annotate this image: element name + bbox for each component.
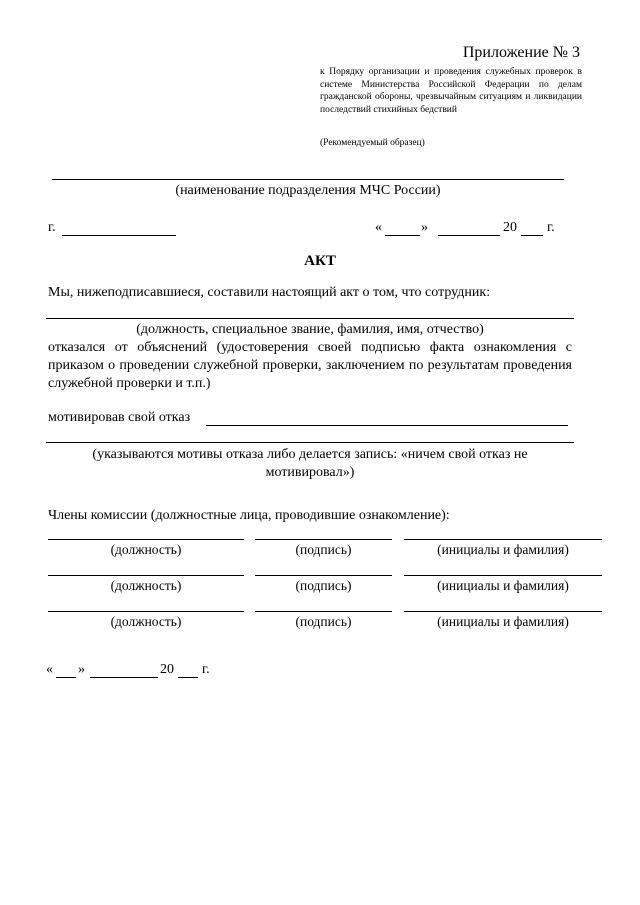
- signature-line-1[interactable]: [255, 539, 392, 540]
- date-month-line[interactable]: [438, 235, 500, 236]
- city-prefix: г.: [48, 220, 56, 235]
- city-line[interactable]: [62, 235, 176, 236]
- appendix-text: к Порядку организации и проведения служебных проверок в системе Министерства Российской Федерации по делам гражданской обороны, чрезвычайным ситуациям и ликвидации последствий стихийных бедствий: [320, 67, 582, 115]
- sample-note: (Рекомендуемый образец): [320, 138, 425, 148]
- motive-line-1[interactable]: [206, 425, 568, 426]
- name-line-3[interactable]: [404, 611, 602, 612]
- name-caption-2: (инициалы и фамилия): [437, 578, 569, 593]
- footer-date-close-quote: »: [78, 662, 85, 677]
- signature-caption-2: (подпись): [295, 578, 352, 593]
- footer-year-prefix: 20: [160, 662, 174, 677]
- name-caption-3: (инициалы и фамилия): [437, 614, 569, 629]
- date-year-line[interactable]: [521, 235, 543, 236]
- date-open-quote: «: [375, 220, 382, 235]
- name-line-1[interactable]: [404, 539, 602, 540]
- footer-month-line[interactable]: [90, 677, 158, 678]
- footer-year-line[interactable]: [178, 677, 198, 678]
- person-caption: (должность, специальное звание, фамилия, имя, отчество): [136, 322, 484, 337]
- position-line-1[interactable]: [48, 539, 244, 540]
- signature-line-2[interactable]: [255, 575, 392, 576]
- name-caption-1: (инициалы и фамилия): [437, 542, 569, 557]
- commission-label: Члены комиссии (должностные лица, проводившие ознакомление):: [48, 508, 450, 523]
- position-caption-3: (должность): [110, 614, 182, 629]
- unit-name-line[interactable]: [52, 179, 564, 180]
- date-close-quote: »: [421, 220, 428, 235]
- footer-day-line[interactable]: [56, 677, 76, 678]
- date-day-line[interactable]: [385, 235, 420, 236]
- act-title: АКТ: [304, 253, 336, 269]
- date-year-suffix: г.: [547, 220, 555, 235]
- refusal-text: отказался от объяснений (удостоверения своей подписью факта ознакомления с приказом о проведении служебной проверки, заключением по результатам проведения служебной проверки и т.п.): [48, 340, 572, 391]
- date-year-prefix: 20: [503, 220, 517, 235]
- motive-line-2[interactable]: [46, 442, 574, 443]
- motive-label: мотивировав свой отказ: [48, 410, 191, 425]
- appendix-title: Приложение № 3: [462, 44, 580, 61]
- signature-line-3[interactable]: [255, 611, 392, 612]
- motive-caption: (указываются мотивы отказа либо делается запись: «ничем свой отказ не мотивировал»): [92, 447, 528, 480]
- signature-caption-1: (подпись): [295, 542, 352, 557]
- unit-name-caption: (наименование подразделения МЧС России): [175, 183, 441, 198]
- act-intro: Мы, нижеподписавшиеся, составили настоящий акт о том, что сотрудник:: [48, 285, 491, 300]
- signature-caption-3: (подпись): [295, 614, 352, 629]
- position-line-3[interactable]: [48, 611, 244, 612]
- person-line[interactable]: [46, 318, 574, 319]
- position-line-2[interactable]: [48, 575, 244, 576]
- position-caption-2: (должность): [110, 578, 182, 593]
- footer-year-suffix: г.: [202, 662, 210, 677]
- name-line-2[interactable]: [404, 575, 602, 576]
- footer-date-open-quote: «: [46, 662, 53, 677]
- position-caption-1: (должность): [110, 542, 182, 557]
